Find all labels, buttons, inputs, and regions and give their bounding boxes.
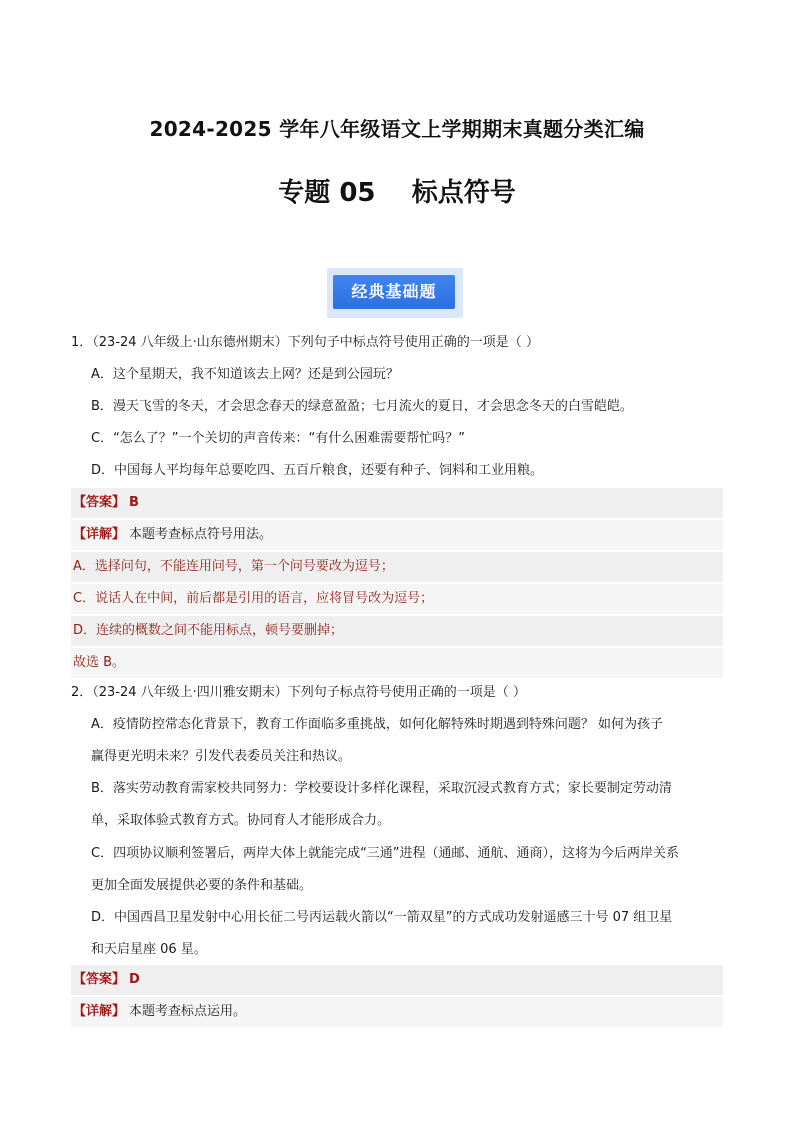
option-c-cont: 更加全面发展提供必要的条件和基础。 [91, 878, 313, 893]
detail-text: 本题考查标点符号用法。 [129, 527, 273, 542]
option-b: B．落实劳动教育需家校共同努力：学校要设计多样化课程，采取沉浸式教育方式；家长要制定劳动清 [91, 781, 672, 796]
explanation-d: D．连续的概数之间不能用标点，顿号要删掉； [73, 623, 344, 638]
option-a-cont: 赢得更光明未来？引发代表委员关注和热议。 [91, 749, 352, 764]
detail-text: 本题考查标点运用。 [129, 1004, 247, 1019]
option-c: C．“怎么了？”一个关切的声音传来：“有什么困难需要帮忙吗？” [91, 431, 466, 446]
explanation-row [71, 552, 723, 582]
option-d-cont: 和天启星座 06 星。 [91, 942, 207, 957]
answer-value: B [129, 495, 139, 510]
option-d: D．中国西昌卫星发射中心用长征二号丙运载火箭以“一箭双星”的方式成功发射遥感三十号 07 组卫星 [91, 910, 673, 925]
detail-row [71, 520, 723, 550]
option-b: B．漫天飞雪的冬天，才会思念春天的绿意盈盈；七月流火的夏日，才会思念冬天的白雪皑皑。 [91, 399, 633, 414]
badge-label: 经典基础题 [333, 275, 455, 309]
explanation-c: C．说话人在中间，前后都是引用的语言，应将冒号改为逗号； [73, 591, 434, 606]
conclusion-row [71, 648, 723, 678]
question-stem: 2．（23-24 八年级上·四川雅安期末）下列句子标点符号使用正确的一项是（ ） [71, 685, 526, 700]
page-subtitle: 专题 05 标点符号 [278, 178, 516, 208]
explanation-row [71, 616, 723, 646]
conclusion: 故选 B。 [73, 655, 126, 670]
option-c: C．四项协议顺利签署后，两岸大体上就能完成“三通”进程（通邮、通航、通商），这将为今后两岸关系 [91, 846, 680, 861]
question-stem: 1．（23-24 八年级上·山东德州期末）下列句子中标点符号使用正确的一项是（ ） [71, 335, 539, 350]
answer-value: D [129, 972, 140, 987]
option-a: A．这个星期天，我不知道该去上网？还是到公园玩？ [91, 367, 399, 382]
explanation-row [71, 584, 723, 614]
detail-tag: 【详解】 [73, 527, 126, 542]
detail-tag: 【详解】 [73, 1004, 126, 1019]
answer-row [71, 488, 723, 518]
option-d: D．中国每人平均每年总要吃四、五百斤粮食，还要有种子、饲料和工业用粮。 [91, 463, 544, 478]
page-title: 2024-2025 学年八年级语文上学期期末真题分类汇编 [149, 117, 645, 141]
option-b-cont: 单，采取体验式教育方式。协同育人才能形成合力。 [91, 813, 391, 828]
answer-row [71, 965, 723, 995]
section-badge [327, 268, 463, 318]
detail-row [71, 997, 723, 1027]
answer-tag: 【答案】 [73, 972, 126, 987]
answer-tag: 【答案】 [73, 495, 126, 510]
explanation-a: A．选择问句，不能连用问号，第一个问号要改为逗号； [73, 559, 394, 574]
option-a: A．疫情防控常态化背景下，教育工作面临多重挑战，如何化解特殊时期遇到特殊问题？ 如何为孩子 [91, 717, 664, 732]
